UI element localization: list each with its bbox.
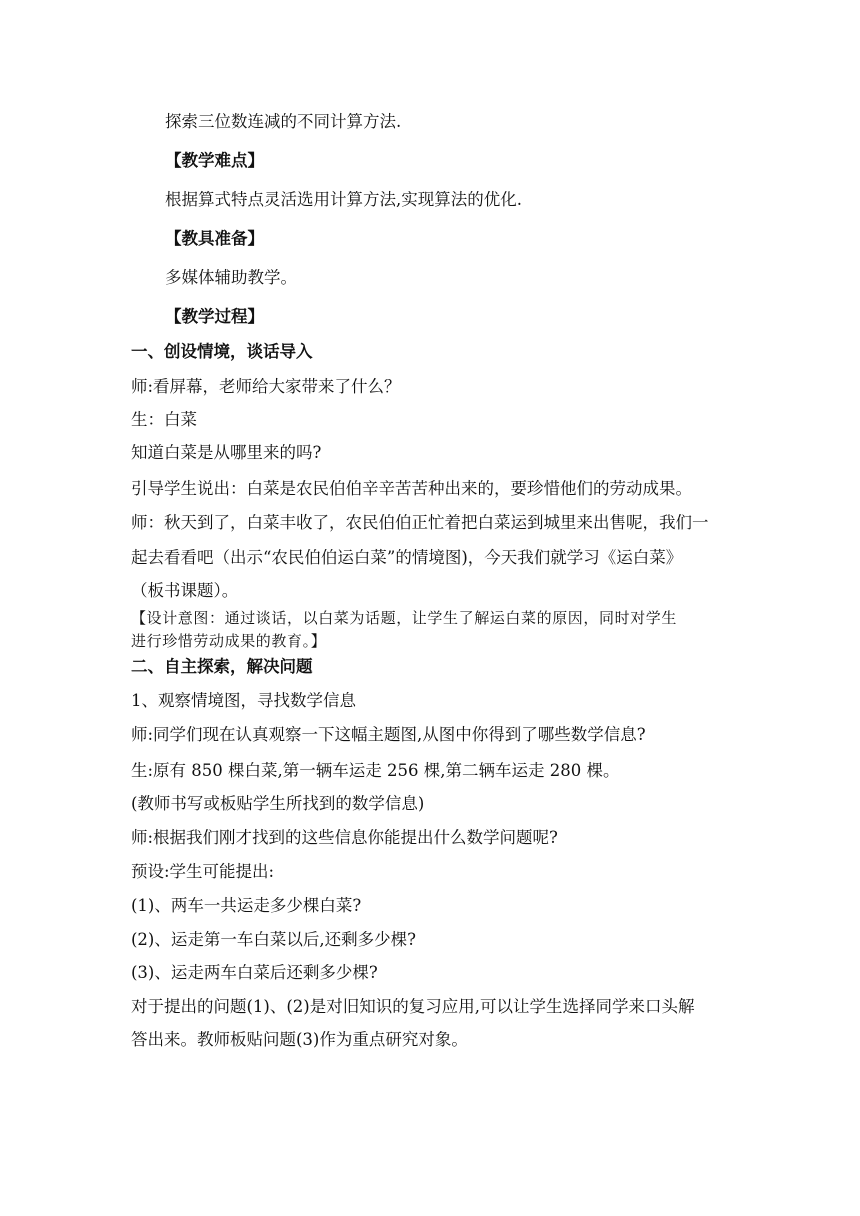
paragraph: 知道白菜是从哪里来的吗?	[131, 443, 322, 462]
paragraph: 预设:学生可能提出:	[131, 862, 275, 881]
question-item: (2)、运走第一车白菜以后,还剩多少棵?	[131, 930, 416, 949]
key-point-text: 探索三位数连减的不同计算方法.	[165, 112, 402, 131]
heading-difficulty: 【教学难点】	[165, 151, 264, 170]
paragraph: 师:同学们现在认真观察一下这幅主题图,从图中你得到了哪些数学信息?	[131, 725, 646, 744]
paragraph: 对于提出的问题(1)、(2)是对旧知识的复习应用,可以让学生选择同学来口头解	[131, 997, 695, 1016]
paragraph: 师：秋天到了，白菜丰收了，农民伯伯正忙着把白菜运到城里来出售呢，我们一	[131, 513, 709, 532]
section-one-heading: 一、创设情境，谈话导入	[131, 342, 313, 361]
paragraph: 起去看看吧（出示“农民伯伯运白菜”的情境图)，今天我们就学习《运白菜》	[131, 548, 683, 567]
difficulty-text: 根据算式特点灵活选用计算方法,实现算法的优化.	[165, 190, 522, 209]
paragraph: 生:原有 850 棵白菜,第一辆车运走 256 棵,第二辆车运走 280 棵。	[131, 761, 620, 780]
paragraph: 师:根据我们刚才找到的这些信息你能提出什么数学问题呢?	[131, 828, 558, 847]
tools-text: 多媒体辅助教学。	[165, 268, 297, 287]
heading-tools: 【教具准备】	[165, 229, 264, 248]
question-item: (1)、两车一共运走多少棵白菜?	[131, 896, 362, 915]
paragraph: 生：白菜	[131, 410, 197, 429]
design-intent-note: 【设计意图：通过谈话，以白菜为话题，让学生了解运白菜的原因，同时对学生	[131, 609, 678, 627]
paragraph: 师:看屏幕，老师给大家带来了什么？	[131, 377, 401, 396]
heading-process: 【教学过程】	[165, 307, 264, 326]
paragraph: (教师书写或板贴学生所找到的数学信息)	[131, 794, 425, 813]
paragraph: （板书课题）。	[131, 581, 239, 600]
paragraph: 1、观察情境图，寻找数学信息	[131, 691, 356, 710]
paragraph: 引导学生说出：白菜是农民伯伯辛辛苦苦种出来的，要珍惜他们的劳动成果。	[131, 479, 692, 498]
question-item: (3)、运走两车白菜后还剩多少棵?	[131, 963, 378, 982]
section-two-heading: 二、自主探索，解决问题	[131, 657, 313, 676]
design-intent-note: 进行珍惜劳动成果的教育。】	[131, 632, 327, 650]
paragraph: 答出来。教师板贴问题(3)作为重点研究对象。	[131, 1030, 468, 1049]
